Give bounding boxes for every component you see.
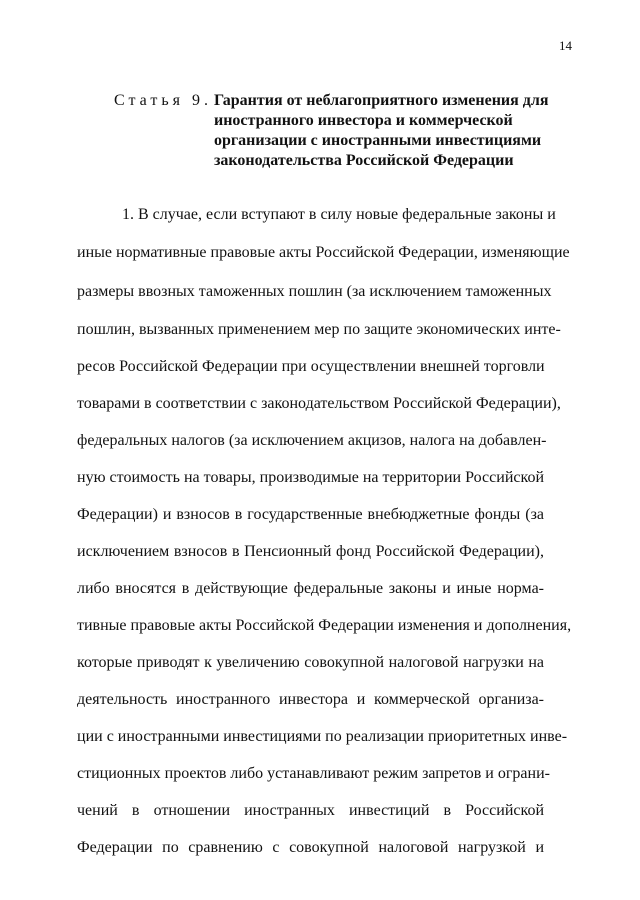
article-title-line: организации с иностранными инвестициями [213, 132, 542, 149]
body-line: ную стоимость на товары, производимые на территории Российской [77, 469, 544, 486]
body-line: Федерации) и взносов в государственные внебюджетные фонды (за [77, 506, 544, 523]
article-heading [114, 91, 554, 171]
body-line: Федерации по сравнению с совокупной налоговой нагрузкой и [77, 839, 544, 856]
body-line: товарами в соответствии с законодательством Российской Федерации), [77, 395, 561, 412]
article-label: Статья 9. [114, 92, 212, 109]
body-line: ресов Российской Федерации при осуществлении внешней торговли [77, 358, 545, 375]
body-line: которые приводят к увеличению совокупной налоговой нагрузки на [77, 654, 544, 671]
body-line: 1. В случае, если вступают в силу новые федеральные законы и [122, 206, 556, 223]
body-line: чений в отношении иностранных инвестиций в Российской [77, 802, 544, 819]
body-line: тивные правовые акты Российской Федерации изменения и дополнения, [77, 617, 572, 634]
body-line: ции с иностранными инвестициями по реализации приоритетных инве- [77, 728, 568, 745]
article-title-line: законодательства Российской Федерации [213, 152, 514, 169]
article-title [214, 91, 549, 171]
body-line: иные нормативные правовые акты Российской Федерации, изменяющие [77, 244, 570, 261]
body-line: стиционных проектов либо устанавливают режим запретов и ограни- [77, 765, 550, 782]
body-line: федеральных налогов (за исключением акцизов, налога на добавлен- [77, 432, 547, 449]
body-line: пошлин, вызванных применением мер по защите экономических инте- [77, 321, 561, 338]
article-title-line: Гарантия от неблагоприятного изменения для [213, 92, 549, 109]
page-number: 14 [559, 38, 572, 53]
article-title-line: иностранного инвестора и коммерческой [213, 112, 513, 129]
body-line: либо вносятся в действующие федеральные законы и иные норма- [77, 580, 544, 597]
body-line: размеры ввозных таможенных пошлин (за исключением таможенных [77, 283, 552, 300]
body-line: исключением взносов в Пенсионный фонд Российской Федерации), [77, 543, 544, 560]
body-line: деятельность иностранного инвестора и коммерческой организа- [77, 691, 544, 708]
